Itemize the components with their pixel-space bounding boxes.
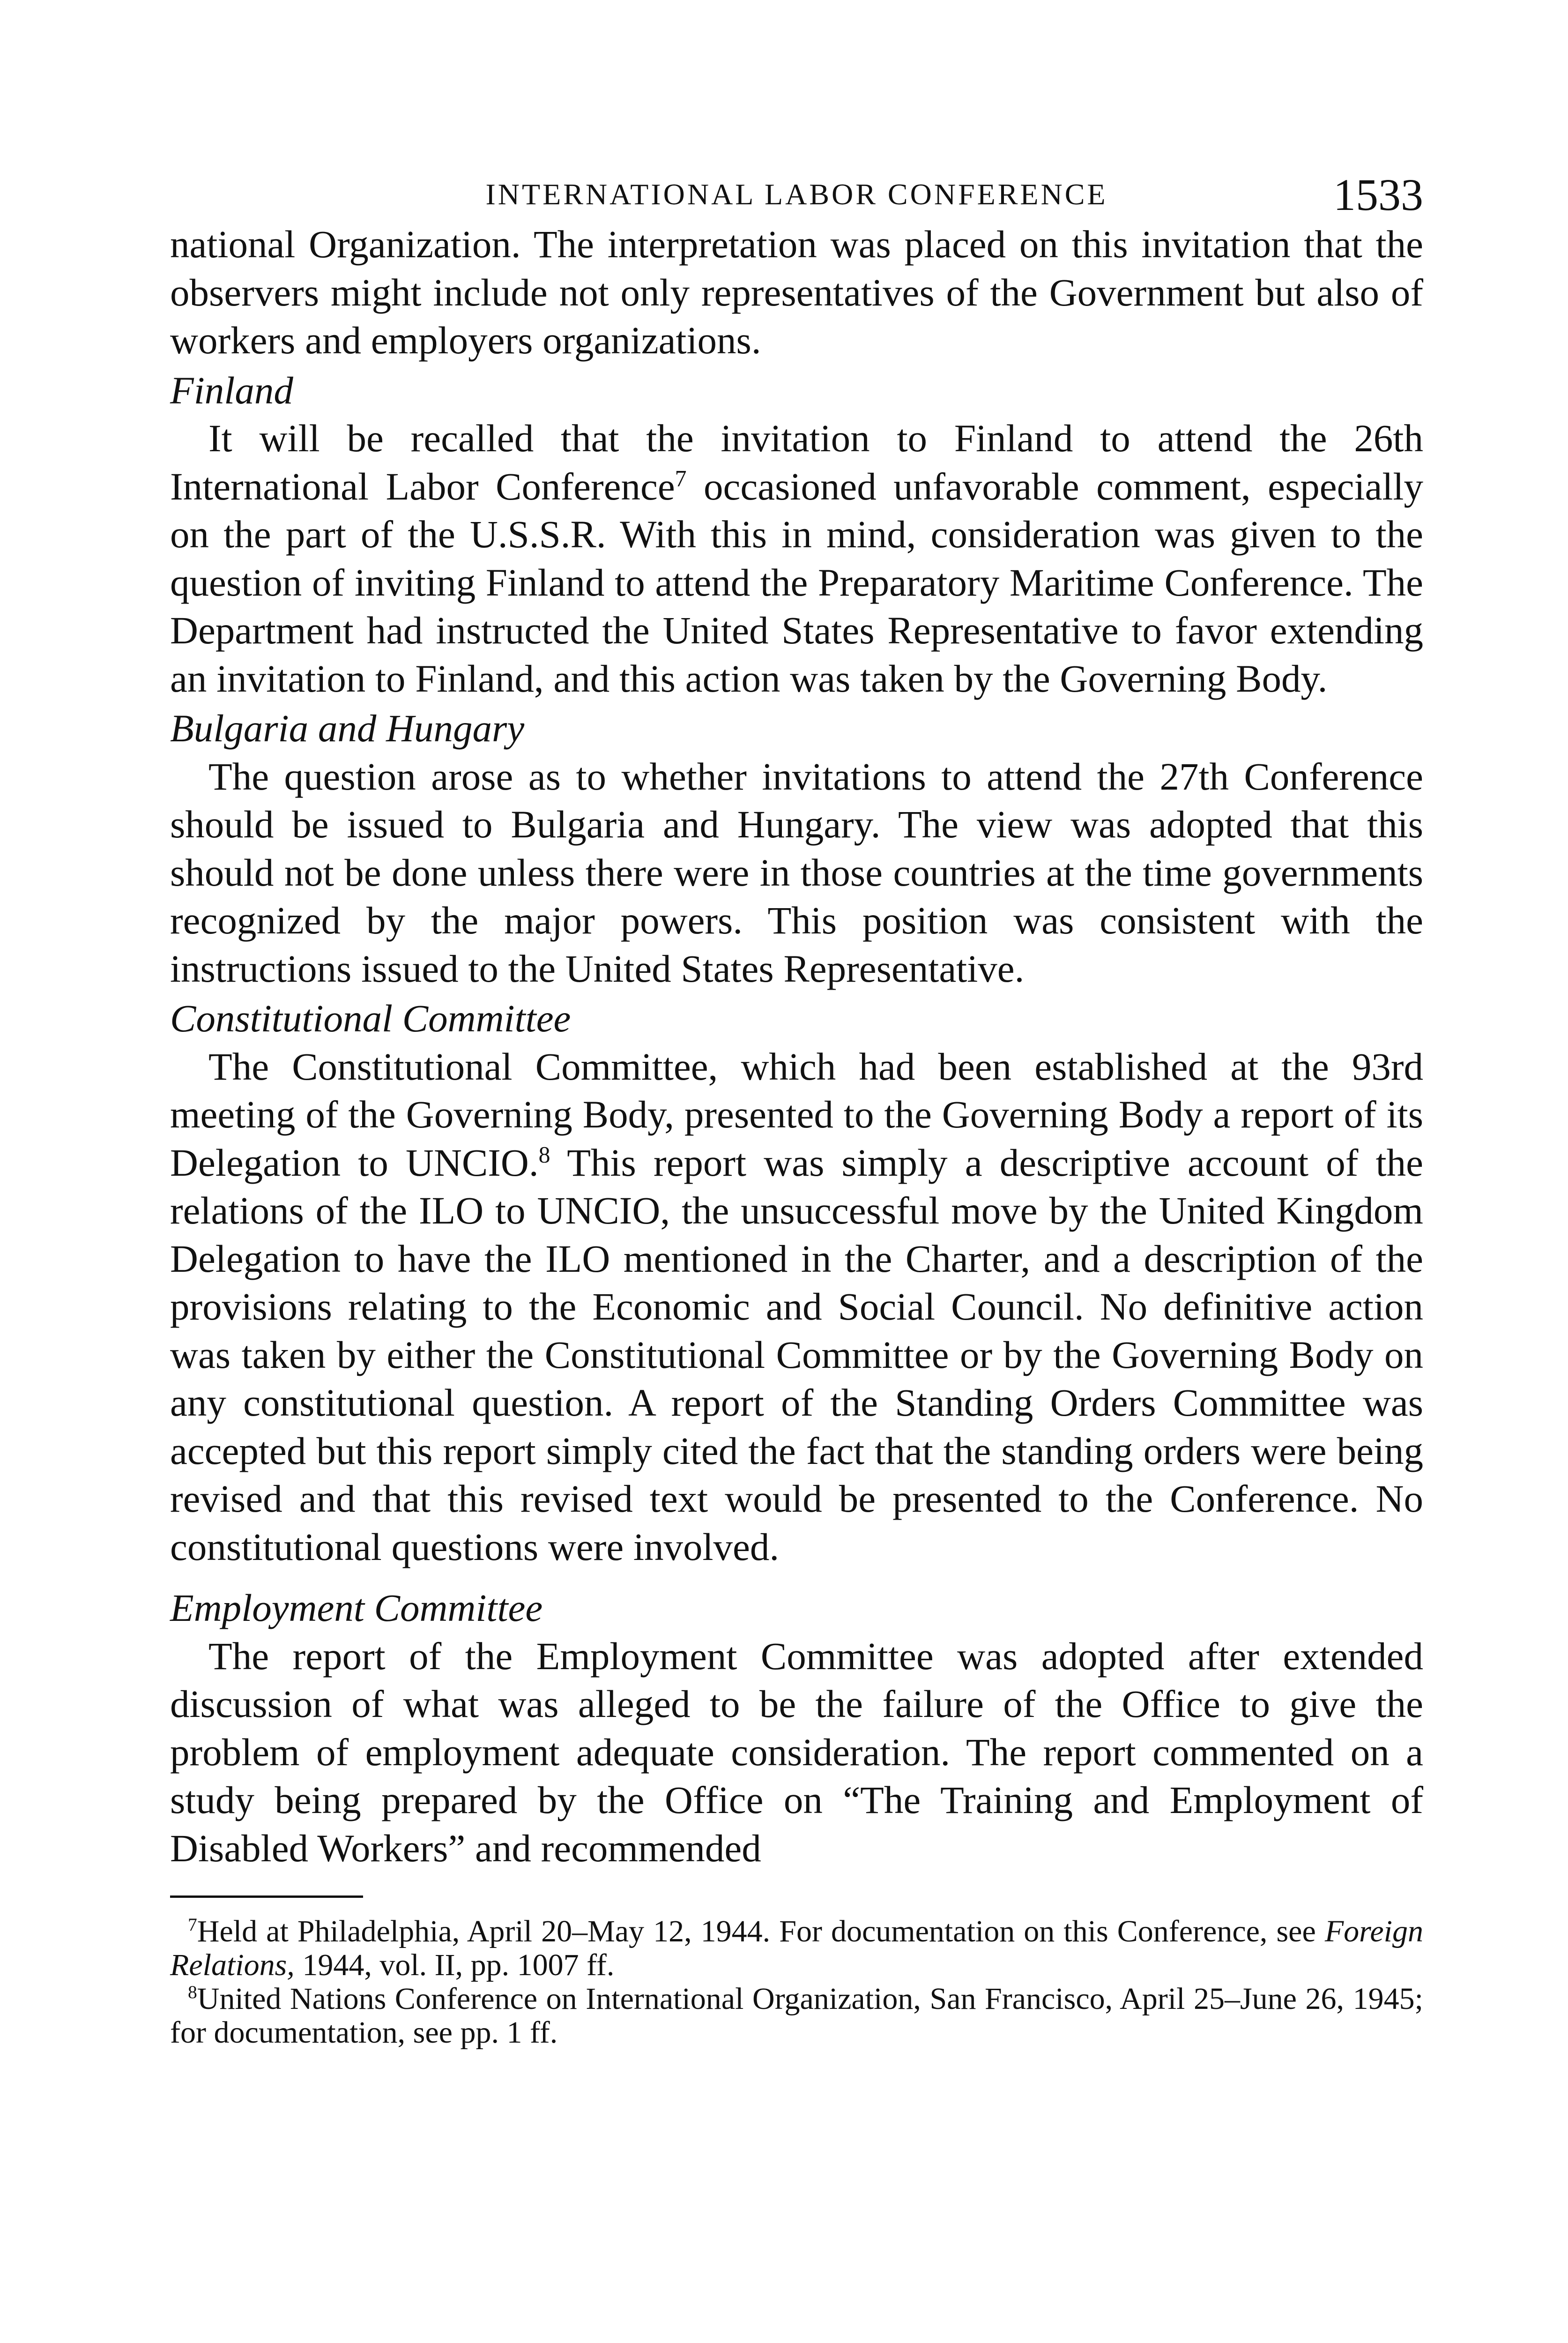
intro-paragraph: national Organization. The interpretation was placed on this invitation that the observers might include not only representatives of the Government but also of workers and employers organizations. bbox=[170, 223, 1423, 362]
footnotes bbox=[170, 1915, 1423, 2050]
footnote-ref-7: 7 bbox=[675, 465, 687, 491]
section-heading-constitutional-committee: Constitutional Committee bbox=[170, 997, 571, 1040]
footnote-7-text-2: 1944, vol. II, pp. 1007 ff. bbox=[294, 1948, 615, 1982]
footnote-7 bbox=[170, 1915, 1423, 1982]
footnote-number-7: 7 bbox=[188, 1914, 197, 1935]
paragraph-constitutional-text-2: This report was simply a descriptive account of the relations of the ILO to UNCIO, the unsuccessful move by the United Kingdom Delegation to have the ILO mentioned in the Charter, and a description of the provisions relating to the Economic and Social Council. No definitive action was taken by either the Constitutional Committee or by the Governing Body on any constitutional question. A report of the Standing Orders Committee was accepted but this report simply cited the fact that the standing orders were being revised and that this revised text would be presented to the Conference. No constitutional questions were involved. bbox=[170, 1141, 1423, 1568]
body-text bbox=[170, 220, 1423, 1872]
section-heading-bulgaria-hungary: Bulgaria and Hungary bbox=[170, 707, 525, 750]
footnote-7-text-1: Held at Philadelphia, April 20–May 12, 1944. For documentation on this Conference, see bbox=[197, 1914, 1325, 1948]
running-title: INTERNATIONAL LABOR CONFERENCE bbox=[485, 178, 1108, 211]
footnote-8-text: United Nations Conference on International Organization, San Francisco, April 25–June 26, 1945; for documentation, see pp. 1 ff. bbox=[170, 1982, 1423, 2050]
section-heading-employment-committee: Employment Committee bbox=[170, 1586, 543, 1629]
paragraph-finland-text-2: occasioned unfavorable comment, especially on the part of the U.S.S.R. With this in mind, consideration was given to the question of inviting Finland to attend the Preparatory Maritime Conference. The Department had instructed the United States Representative to favor extending an invitation to Finland, and this action was taken by the Governing Body. bbox=[170, 464, 1423, 700]
document-page bbox=[170, 169, 1423, 2050]
running-header bbox=[170, 169, 1423, 220]
paragraph-bulgaria-hungary: The question arose as to whether invitations to attend the 27th Conference should be issued to Bulgaria and Hungary. The view was adopted that this should not be done unless there were in those countries at the time governments recognized by the major powers. This position was consistent with the instructions issued to the United States Representative. bbox=[170, 754, 1423, 990]
paragraph-constitutional-committee bbox=[170, 1043, 1423, 1571]
footnote-7-italic: Foreign Relations, bbox=[170, 1914, 1423, 1982]
footnote-number-8: 8 bbox=[188, 1982, 197, 2002]
paragraph-finland-text-1: It will be recalled that the invitation to Finland to attend the 26th International Labor Conference bbox=[170, 417, 1423, 508]
footnote-ref-8: 8 bbox=[538, 1141, 550, 1167]
paragraph-employment-committee: The report of the Employment Committee was adopted after extended discussion of what was alleged to be the failure of the Office to give the problem of employment adequate consideration. The report commented on a study being prepared by the Office on “The Training and Employment of Disabled Workers” and recommended bbox=[170, 1634, 1423, 1870]
paragraph-finland bbox=[170, 414, 1423, 702]
footnote-8 bbox=[170, 1982, 1423, 2050]
paragraph-constitutional-text-1: The Constitutional Committee, which had been established at the 93rd meeting of the Governing Body, presented to the Governing Body a report of its Delegation to UNCIO. bbox=[170, 1045, 1423, 1184]
footnote-divider bbox=[170, 1895, 363, 1898]
page-number: 1533 bbox=[1333, 170, 1423, 220]
section-heading-finland: Finland bbox=[170, 368, 293, 412]
